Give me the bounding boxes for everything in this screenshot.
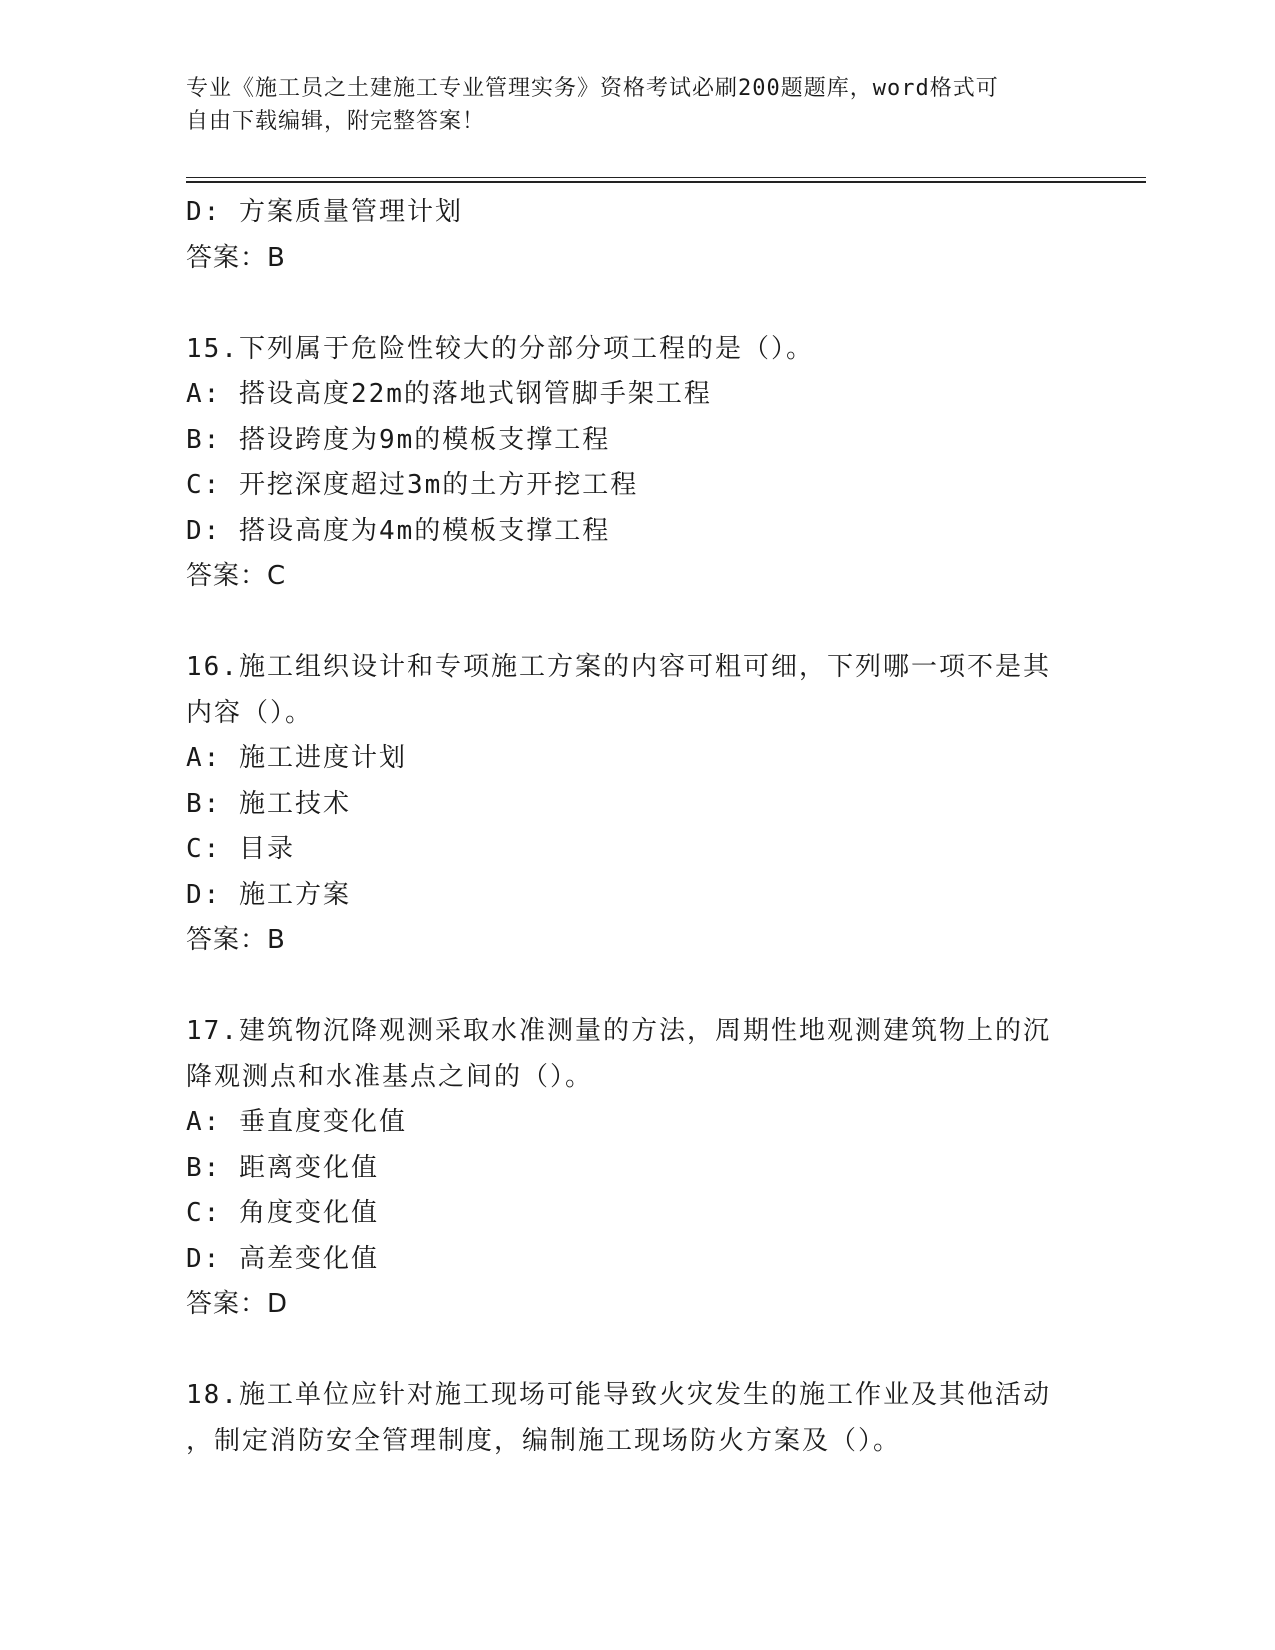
spacer <box>186 281 1086 327</box>
question-16-text-line-1: 16.施工组织设计和专项施工方案的内容可粗可细，下列哪一项不是其 <box>186 652 1051 682</box>
question-17-option-b: B: 距离变化值 <box>186 1152 379 1183</box>
question-18 <box>186 1373 1076 1464</box>
question-15-option-d: D: 搭设高度为4m的模板支撑工程 <box>186 515 611 546</box>
question-15-option-b: B: 搭设跨度为9m的模板支撑工程 <box>186 424 611 455</box>
question-17-text-line-2: 降观测点和水准基点之间的（）。 <box>186 1061 594 1092</box>
spacer <box>186 964 1086 1010</box>
question-17-option-c: C: 角度变化值 <box>186 1198 379 1228</box>
spacer <box>186 600 1086 646</box>
spacer <box>186 1328 1086 1374</box>
question-16-text-line-2: 内容（）。 <box>186 697 314 728</box>
header-divider-bottom <box>186 181 1146 183</box>
question-15-option-c: C: 开挖深度超过3m的土方开挖工程 <box>186 470 639 500</box>
header-divider-top <box>186 177 1146 178</box>
header-title-line-1: 专业《施工员之土建施工专业管理实务》资格考试必刷200题题库，word格式可 <box>186 76 999 101</box>
question-16-option-d: D: 施工方案 <box>186 879 351 910</box>
question-16-answer: 答案：B <box>186 925 286 955</box>
question-18-text-line-1: 18.施工单位应针对施工现场可能导致火灾发生的施工作业及其他活动 <box>186 1380 1051 1410</box>
question-17-text-line-1: 17.建筑物沉降观测采取水准测量的方法，周期性地观测建筑物上的沉 <box>186 1016 1051 1046</box>
document-header <box>186 72 1066 138</box>
question-17 <box>186 1009 1076 1328</box>
header-title-line-2: 自由下载编辑，附完整答案！ <box>186 109 486 134</box>
question-15 <box>186 327 1076 600</box>
question-15-text: 15.下列属于危险性较大的分部分项工程的是（）。 <box>186 333 814 364</box>
question-17-option-a: A: 垂直度变化值 <box>186 1107 407 1137</box>
question-18-text-line-2: ，制定消防安全管理制度，编制施工现场防火方案及（）。 <box>186 1425 902 1456</box>
question-17-option-d: D: 高差变化值 <box>186 1243 379 1274</box>
question-15-option-a: A: 搭设高度22m的落地式钢管脚手架工程 <box>186 379 712 409</box>
question-16-option-a: A: 施工进度计划 <box>186 743 407 773</box>
prev-question-answer: 答案：B <box>186 242 286 273</box>
question-16 <box>186 645 1076 964</box>
question-15-answer: 答案：C <box>186 561 287 591</box>
question-16-option-b: B: 施工技术 <box>186 788 351 819</box>
question-17-answer: 答案：D <box>186 1289 289 1319</box>
question-16-option-c: C: 目录 <box>186 834 295 864</box>
question-list <box>186 190 1086 1464</box>
prev-question-option-d: D: 方案质量管理计划 <box>186 197 463 227</box>
